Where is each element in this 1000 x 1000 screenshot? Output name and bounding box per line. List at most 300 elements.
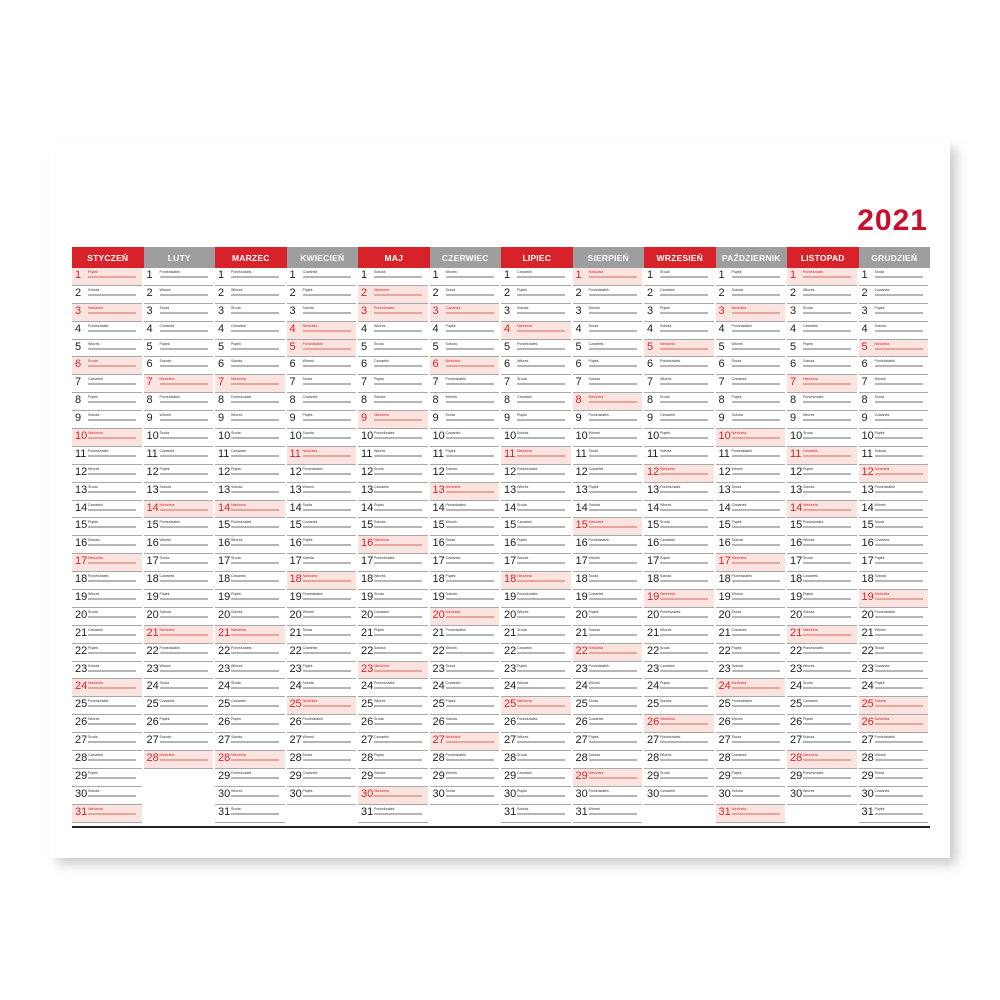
day-number: 14 [790,501,803,514]
day-cell [287,662,357,680]
weekday-label: Wtorek [302,484,314,489]
day-cell [430,733,500,751]
name-day-text [660,365,708,367]
name-day-text [732,509,780,511]
day-cell [787,644,857,662]
name-day-text [374,383,422,385]
day-number: 25 [718,698,731,711]
name-day-text [374,276,422,278]
weekday-label: Poniedziałek [88,699,109,704]
name-day-text [803,437,851,439]
weekday-label: Niedziela [445,609,461,614]
day-number: 22 [861,644,874,657]
name-day-text [374,580,422,582]
name-day-text [875,580,923,582]
name-day-text [160,455,208,457]
day-number: 7 [289,376,296,389]
weekday-label: Piątek [374,627,384,632]
weekday-label: Poniedziałek [159,395,180,400]
name-day-text [517,455,565,457]
day-number: 3 [361,304,368,317]
day-number: 15 [718,519,731,532]
name-day-text [303,652,351,654]
weekday-label: Niedziela [874,466,890,471]
weekday-label: Piątek [660,681,670,686]
day-number: 17 [289,555,302,568]
day-cell [644,483,714,501]
day-number: 17 [75,555,88,568]
day-cell [644,322,714,340]
day-cell [501,357,571,375]
name-day-text [231,670,279,672]
day-number: 12 [75,465,88,478]
day-number: 14 [361,501,374,514]
day-cell [716,429,786,447]
day-cell [716,679,786,697]
weekday-label: Piątek [660,556,670,561]
day-number: 1 [575,269,582,281]
weekday-label: Niedziela [660,717,675,722]
day-number: 28 [504,752,517,765]
day-number: 26 [289,716,302,729]
day-cell [644,751,714,769]
weekday-label: Czwartek [517,770,532,775]
day-cell [859,411,929,429]
name-day-text [374,526,422,528]
weekday-label: Sobota [302,431,314,436]
day-number: 29 [861,769,874,782]
day-number: 2 [75,286,82,299]
weekday-label: Piątek [517,663,527,668]
day-number: 23 [289,662,302,675]
day-cell [430,340,500,358]
day-cell [358,590,428,608]
day-number: 1 [75,269,82,281]
name-day-text [160,562,208,564]
day-cell [644,626,714,644]
day-cell [787,268,857,286]
weekday-label: Wtorek [231,788,243,793]
day-cell [144,626,214,644]
weekday-label: Niedziela [803,753,818,758]
weekday-label: Czwartek [231,574,246,579]
name-day-text [732,348,780,350]
name-day-text [660,598,708,600]
day-cell [501,304,571,322]
weekday-label: Poniedziałek [731,574,752,579]
weekday-label: Piątek [517,538,527,543]
day-cell [144,679,214,697]
name-day-text [875,455,923,457]
weekday-label: Poniedziałek [660,735,681,740]
day-cell [716,340,786,358]
name-day-text [231,544,279,546]
name-day-text [88,365,136,367]
day-cell [716,626,786,644]
day-cell [573,393,643,411]
day-number: 25 [861,698,874,711]
name-day-text [589,312,637,314]
name-day-text [446,544,494,546]
day-number: 30 [289,787,302,800]
day-cell [215,268,285,286]
day-number: 8 [75,394,82,407]
month-header: SIERPIEŃ [573,247,645,268]
day-number: 27 [575,734,588,747]
day-cell [644,393,714,411]
weekday-label: Piątek [660,431,670,436]
weekday-label: Środa [660,520,670,525]
day-cell [644,644,714,662]
day-cell [501,590,571,608]
day-cell [501,340,571,358]
day-cell [287,429,357,447]
weekday-label: Wtorek [159,663,171,668]
weekday-label: Wtorek [588,556,600,561]
day-cell [716,733,786,751]
day-number: 2 [790,286,797,299]
day-number: 25 [146,698,159,711]
name-day-text [303,473,351,475]
weekday-label: Wtorek [445,395,457,400]
day-cell [287,304,357,322]
weekday-label: Środa [660,270,670,274]
weekday-label: Poniedziałek [588,413,609,418]
name-day-text [446,580,494,582]
name-day-text [660,419,708,421]
weekday-label: Środa [803,556,813,561]
name-day-text [303,598,351,600]
weekday-label: Piątek [731,270,742,274]
day-number: 5 [146,340,153,353]
day-number: 15 [647,519,660,532]
weekday-label: Piątek [588,609,599,614]
weekday-label: Środa [231,556,241,561]
weekday-label: Czwartek [731,753,747,758]
day-cell [72,429,142,447]
name-day-text [875,276,923,278]
month-column [573,247,645,823]
weekday-label: Niedziela [731,806,747,811]
day-cell [430,286,500,304]
name-day-text [517,705,565,707]
weekday-label: Wtorek [731,466,743,471]
day-number: 19 [75,591,88,604]
month-column [501,247,573,823]
weekday-label: Niedziela [731,556,747,561]
day-number: 18 [861,573,874,586]
day-cell [430,662,500,680]
day-cell [215,447,285,465]
name-day-text [303,330,351,332]
weekday-label: Sobota [731,413,743,418]
weekday-label: Czwartek [374,359,389,364]
weekday-label: Poniedziałek [660,484,681,489]
day-cell [287,536,357,554]
name-day-text [231,509,279,511]
day-number: 26 [790,716,803,729]
day-cell [716,715,786,733]
name-day-text [517,509,565,511]
day-cell [716,286,786,304]
name-day-text [160,741,208,743]
name-day-text [660,330,708,332]
day-cell [501,572,571,590]
weekday-label: Sobota [874,574,886,579]
weekday-label: Czwartek [803,323,818,328]
day-cell [358,357,428,375]
day-number: 24 [647,680,660,693]
name-day-text [732,544,780,546]
name-day-text [88,723,136,725]
day-cell [501,787,571,805]
day-number: 23 [647,662,660,675]
day-cell [573,662,643,680]
name-day-text [374,312,422,314]
day-number: 17 [575,555,588,568]
day-cell [215,429,285,447]
day-number: 6 [361,358,368,371]
weekday-label: Wtorek [302,735,314,740]
day-number: 18 [218,573,231,586]
name-day-text [88,509,136,511]
name-day-text [303,419,351,421]
weekday-label: Poniedziałek [517,341,538,346]
weekday-label: Sobota [88,788,100,793]
weekday-label: Sobota [374,270,386,274]
weekday-label: Niedziela [588,270,604,274]
day-cell [787,572,857,590]
weekday-label: Środa [517,377,527,382]
name-day-text [160,509,208,511]
weekday-label: Poniedziałek [588,538,609,543]
day-number: 8 [861,394,868,407]
weekday-label: Poniedziałek [803,770,824,775]
day-cell [859,375,929,393]
day-number: 2 [432,286,439,299]
weekday-label: Piątek [803,341,813,346]
weekday-label: Środa [445,287,456,292]
weekday-label: Poniedziałek [159,270,180,274]
name-day-text [589,759,637,761]
day-cell [287,715,357,733]
day-number: 23 [504,662,517,675]
day-number: 6 [861,358,868,371]
weekday-label: Poniedziałek [874,609,895,614]
day-cell [358,518,428,536]
day-number: 30 [432,787,445,800]
day-number: 7 [146,376,153,389]
name-day-text [374,365,422,367]
day-cell [573,447,643,465]
name-day-text [303,687,351,689]
month-grid [72,247,930,823]
day-number: 6 [289,358,296,371]
day-cell [644,590,714,608]
day-number: 4 [575,322,582,335]
name-day-text [88,383,136,385]
weekday-label: Sobota [374,770,386,775]
month-header: LUTY [144,247,216,268]
name-day-text [446,348,494,350]
name-day-text [732,616,780,618]
weekday-label: Czwartek [445,556,461,561]
name-day-text [303,491,351,493]
day-cell [430,626,500,644]
day-cell [72,340,142,358]
day-number: 5 [504,340,511,353]
day-number: 25 [75,698,88,711]
day-number: 19 [146,591,159,604]
weekday-label: Czwartek [874,538,890,543]
day-number: 19 [647,591,660,604]
weekday-label: Sobota [660,574,672,579]
day-number: 29 [432,769,445,782]
day-cell [215,322,285,340]
name-day-text [231,705,279,707]
name-day-text [374,759,422,761]
name-day-text [875,544,923,546]
day-cell [787,626,857,644]
day-cell [501,536,571,554]
weekday-label: Czwartek [88,627,103,632]
day-number: 24 [361,680,374,693]
day-cell [573,286,643,304]
day-cell [287,572,357,590]
day-cell [430,465,500,483]
day-number: 20 [504,608,517,621]
name-day-text [160,437,208,439]
day-cell [501,518,571,536]
name-day-text [303,723,351,725]
name-day-text [160,634,208,636]
weekday-label: Wtorek [445,520,457,525]
day-cell [859,465,929,483]
weekday-label: Piątek [660,305,670,310]
name-day-text [88,455,136,457]
day-number: 14 [504,501,517,514]
name-day-text [875,473,923,475]
day-cell [573,572,643,590]
weekday-label: Poniedziałek [302,717,323,722]
day-cell [215,715,285,733]
day-number: 13 [146,483,159,496]
day-number: 22 [146,644,159,657]
weekday-label: Piątek [159,717,170,722]
day-cell [287,340,357,358]
day-number: 4 [718,322,725,335]
name-day-text [517,759,565,761]
day-cell [787,518,857,536]
name-day-text [231,473,279,475]
day-number: 9 [218,412,225,425]
day-number: 8 [432,394,439,407]
day-number: 5 [790,340,797,353]
day-number: 24 [718,680,731,693]
day-number: 28 [289,752,302,765]
weekday-label: Poniedziałek [231,770,252,775]
weekday-label: Poniedziałek [803,270,824,274]
weekday-label: Niedziela [517,323,532,328]
day-number: 12 [504,465,517,478]
weekday-label: Czwartek [660,788,675,793]
day-number: 2 [575,286,582,299]
day-number: 2 [718,286,725,299]
name-day-text [88,401,136,403]
name-day-text [660,741,708,743]
name-day-text [589,473,637,475]
name-day-text [875,365,923,367]
day-cell [716,608,786,626]
day-cell [573,805,643,823]
weekday-label: Środa [660,395,670,400]
weekday-label: Piątek [159,466,170,471]
day-cell [859,483,929,501]
name-day-text [88,330,136,332]
day-number: 13 [718,483,731,496]
name-day-text [589,723,637,725]
weekday-label: Środa [231,305,241,310]
weekday-label: Czwartek [660,287,675,292]
name-day-text [660,705,708,707]
day-cell [787,536,857,554]
day-number: 15 [146,519,159,532]
day-cell [430,787,500,805]
day-cell [72,751,142,769]
day-cell [287,501,357,519]
weekday-label: Środa [445,788,456,793]
day-number: 21 [218,626,231,639]
weekday-label: Wtorek [517,359,529,364]
day-cell [287,697,357,715]
name-day-text [803,455,851,457]
day-number: 7 [647,376,654,389]
day-number: 6 [790,358,797,371]
name-day-text [732,312,780,314]
name-day-text [160,616,208,618]
day-number: 15 [289,519,302,532]
name-day-text [374,652,422,654]
day-cell [859,536,929,554]
name-day-text [374,348,422,350]
month-header: KWIECIEŃ [287,247,359,268]
weekday-label: Piątek [874,556,885,561]
weekday-label: Wtorek [588,681,600,686]
weekday-label: Czwartek [803,699,818,704]
weekday-label: Piątek [803,717,813,722]
name-day-text [803,348,851,350]
name-day-text [875,348,923,350]
month-column [859,247,931,823]
weekday-label: Środa [731,484,742,489]
day-number: 19 [361,591,374,604]
day-cell [144,572,214,590]
day-cell [859,304,929,322]
day-cell [287,268,357,286]
weekday-label: Niedziela [374,538,389,543]
day-number: 27 [647,734,660,747]
day-cell [144,411,214,429]
day-cell [644,429,714,447]
weekday-label: Sobota [302,681,314,686]
weekday-label: Niedziela [803,502,818,507]
name-day-text [660,723,708,725]
weekday-label: Czwartek [874,663,890,668]
name-day-text [160,544,208,546]
name-day-text [446,419,494,421]
name-day-text [803,544,851,546]
day-number: 3 [575,304,582,317]
